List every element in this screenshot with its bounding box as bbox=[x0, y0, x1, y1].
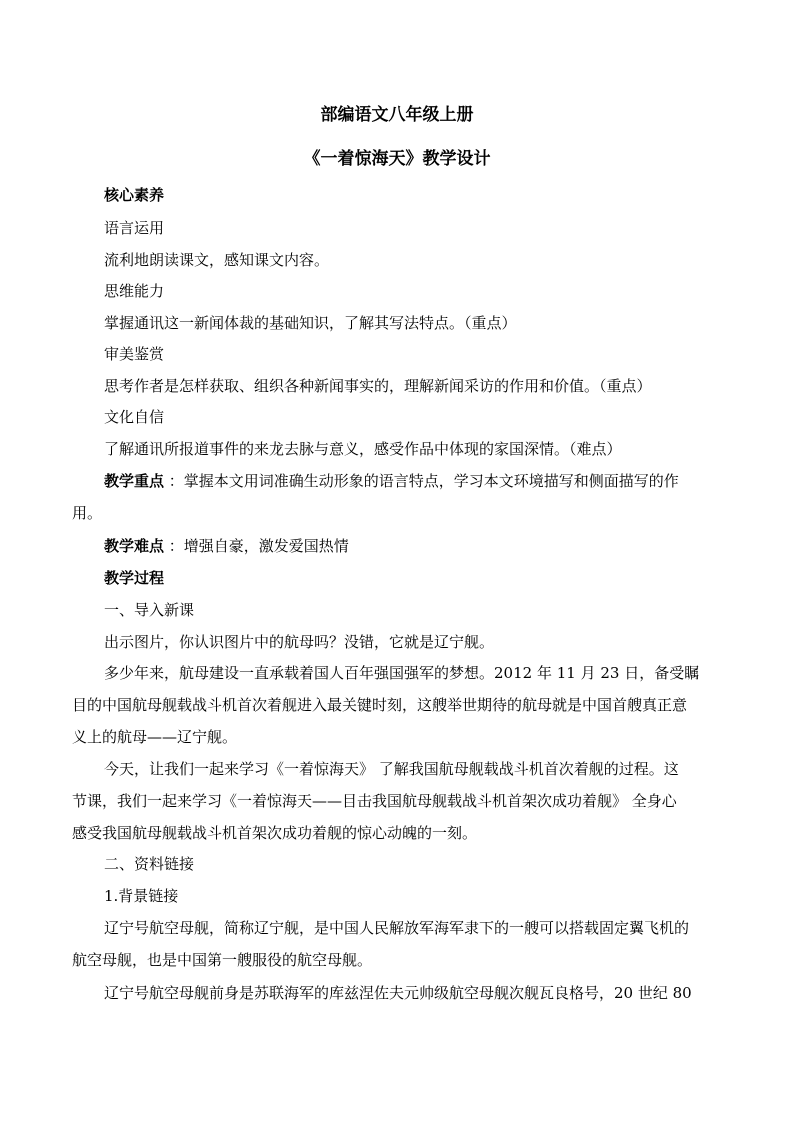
paragraph-3-line-3: 感受我国航母舰载战斗机首架次成功着舰的惊心动魄的一刻。 bbox=[72, 824, 478, 842]
difficult-point-text: ：增强自豪，激发爱国热情 bbox=[164, 537, 349, 555]
paragraph-3-line-1: 今天，让我们一起来学习《一着惊海天》 了解我国航母舰载战斗机首次着舰的过程。这 bbox=[104, 760, 679, 778]
process-heading: 教学过程 bbox=[104, 569, 165, 587]
document-subtitle: 《一着惊海天》教学设计 bbox=[303, 149, 491, 169]
language-text: 流利地朗读课文，感知课文内容。 bbox=[104, 251, 330, 269]
key-point-label: 教学重点 bbox=[104, 472, 165, 490]
section2-heading: 二、资料链接 bbox=[104, 855, 195, 873]
difficult-point-label: 教学难点 bbox=[104, 537, 165, 555]
document-title: 部编语文八年级上册 bbox=[320, 105, 474, 125]
culture-text: 了解通讯所报道事件的来龙去脉与意义，感受作品中体现的家国深情。（难点） bbox=[104, 440, 622, 458]
aesthetic-heading: 审美鉴赏 bbox=[104, 345, 165, 363]
paragraph-3-line-2: 节课，我们一起来学习《一着惊海天——目击我国航母舰载战斗机首架次成功着舰》 全身心 bbox=[72, 792, 677, 810]
thinking-text: 掌握通讯这一新闻体裁的基础知识，了解其写法特点。（重点） bbox=[104, 314, 517, 332]
aesthetic-text: 思考作者是怎样获取、组织各种新闻事实的，理解新闻采访的作用和价值。（重点） bbox=[104, 377, 652, 395]
key-point-line bbox=[104, 471, 679, 491]
paragraph-5-line-1: 辽宁号航空母舰前身是苏联海军的库兹涅佐夫元帅级航空母舰次舰瓦良格号，20 世纪 80 bbox=[104, 984, 692, 1002]
paragraph-1: 出示图片，你认识图片中的航母吗？没错，它就是辽宁舰。 bbox=[104, 633, 495, 651]
difficult-point-line bbox=[104, 536, 349, 556]
paragraph-2-line-1: 多少年来，航母建设一直承载着国人百年强国强军的梦想。2012 年 11 月 23 日，备受瞩 bbox=[104, 664, 700, 682]
core-literacy-heading: 核心素养 bbox=[104, 186, 165, 204]
language-heading: 语言运用 bbox=[104, 219, 165, 237]
paragraph-2-line-2: 目的中国航母舰载战斗机首次着舰进入最关键时刻，这艘举世期待的航母就是中国首艘真正意 bbox=[72, 696, 688, 714]
section1-heading: 一、导入新课 bbox=[104, 601, 195, 619]
key-point-text-continued: 用。 bbox=[72, 504, 103, 522]
culture-heading: 文化自信 bbox=[104, 408, 165, 426]
key-point-text: ：掌握本文用词准确生动形象的语言特点，学习本文环境描写和侧面描写的作 bbox=[164, 472, 679, 490]
paragraph-2-line-3: 义上的航母——辽宁舰。 bbox=[72, 728, 238, 746]
sub1-heading: 1.背景链接 bbox=[104, 887, 179, 905]
thinking-heading: 思维能力 bbox=[104, 282, 165, 300]
paragraph-4-line-2: 航空母舰，也是中国第一艘服役的航空母舰。 bbox=[72, 951, 373, 969]
paragraph-4-line-1: 辽宁号航空母舰，简称辽宁舰，是中国人民解放军海军隶下的一艘可以搭载固定翼飞机的 bbox=[104, 919, 690, 937]
